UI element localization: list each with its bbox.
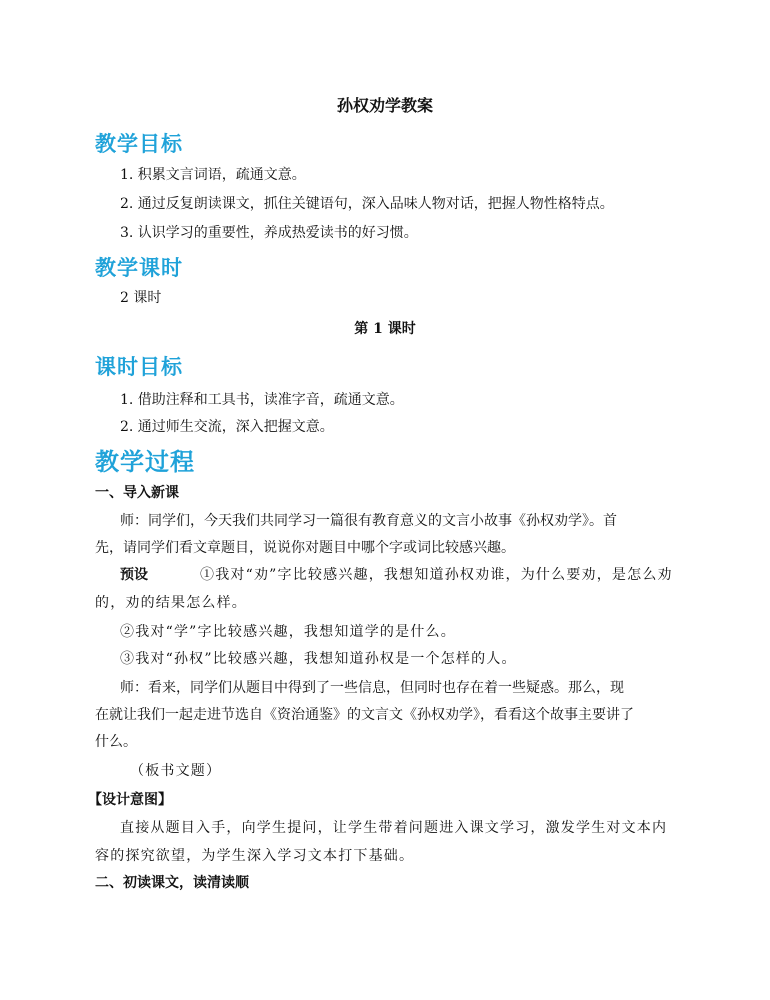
part-2-title: 二、初读课文，读清读顺 xyxy=(95,875,249,891)
preset-line: ②我对“学”字比较感兴趣，我想知道学的是什么。 xyxy=(120,624,456,640)
paragraph-1-line: 师：同学们，今天我们共同学习一篇很有教育意义的文言小故事《孙权劝学》。首 xyxy=(120,513,617,529)
design-intent-label: 【设计意图】 xyxy=(88,792,172,808)
paragraph-2-line: 师：看来，同学们从题目中得到了一些信息，但同时也存在着一些疑惑。那么，现 xyxy=(120,680,624,696)
design-intent-line: 容的探究欲望，为学生深入学习文本打下基础。 xyxy=(95,848,415,864)
paragraph-2-line: 什么。 xyxy=(95,734,137,750)
preset-line: ①我对“劝”字比较感兴趣，我想知道孙权劝谁，为什么要劝，是怎么劝 xyxy=(200,567,673,583)
heading-teaching-goals: 教学目标 xyxy=(95,132,183,156)
goal-item: 3. 认识学习的重要性，养成热爱读书的好习惯。 xyxy=(120,225,418,241)
preset-label: 预设 xyxy=(120,567,148,583)
preset-line: ③我对“孙权”比较感兴趣，我想知道孙权是一个怎样的人。 xyxy=(120,651,517,667)
class-hours-text: 2 课时 xyxy=(120,290,162,306)
goal-item: 1. 积累文言词语，疏通文意。 xyxy=(120,167,306,183)
paragraph-1-line: 先，请同学们看文章题目，说说你对题目中哪个字或词比较感兴趣。 xyxy=(95,540,515,556)
heading-teaching-process: 教学过程 xyxy=(95,448,195,476)
goal-item: 2. 通过反复朗读课文，抓住关键语句，深入品味人物对话，把握人物性格特点。 xyxy=(120,196,614,212)
lesson-title: 第 1 课时 xyxy=(354,321,416,337)
lesson-goal-item: 1. 借助注释和工具书，读准字音，疏通文意。 xyxy=(120,392,404,408)
heading-lesson-goals: 课时目标 xyxy=(95,355,183,379)
document-title: 孙权劝学教案 xyxy=(336,96,433,115)
lesson-goal-item: 2. 通过师生交流，深入把握文意。 xyxy=(120,419,334,435)
part-1-title: 一、导入新课 xyxy=(95,485,179,501)
paragraph-2-line: 在就让我们一起走进节选自《资治通鉴》的文言文《孙权劝学》，看看这个故事主要讲了 xyxy=(95,707,634,723)
board-note: （板书文题） xyxy=(130,763,222,779)
design-intent-line: 直接从题目入手，向学生提问，让学生带着问题进入课文学习，激发学生对文本内 xyxy=(120,820,668,836)
heading-class-hours: 教学课时 xyxy=(95,256,183,280)
preset-line: 的，劝的结果怎么样。 xyxy=(95,595,247,611)
